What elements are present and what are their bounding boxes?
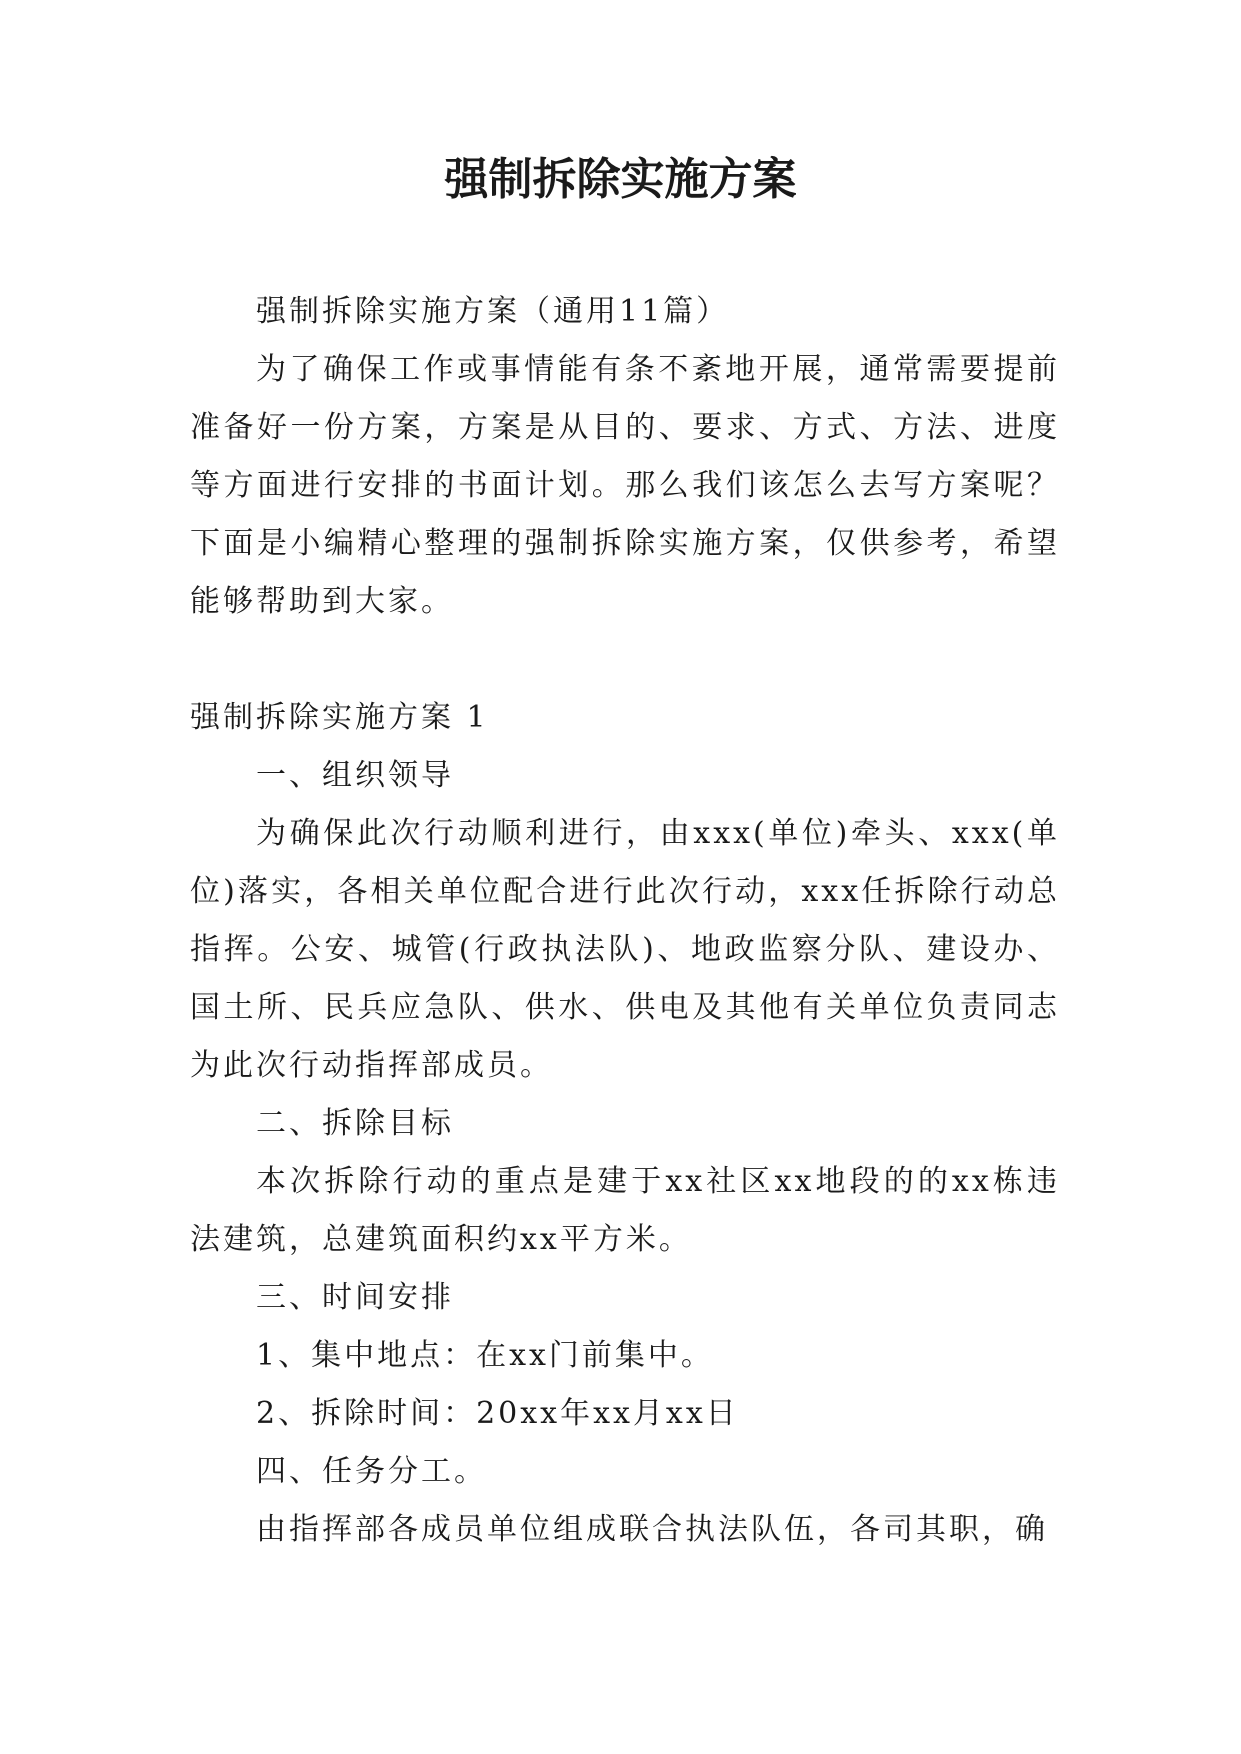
section-heading: 强制拆除实施方案 1 (190, 700, 489, 735)
target-paragraph: 本次拆除行动的重点是建于xx社区xx地段的的xx栋违法建筑，总建筑面积约xx平方米。 (190, 1164, 1060, 1257)
heading-schedule: 三、时间安排 (256, 1280, 454, 1315)
subtitle-paragraph: 强制拆除实施方案（通用11篇） (256, 294, 730, 329)
heading-tasks: 四、任务分工。 (256, 1454, 487, 1489)
intro-paragraph: 为了确保工作或事情能有条不紊地开展，通常需要提前准备好一份方案，方案是从目的、要求、方式、方法、进度等方面进行安排的书面计划。那么我们该怎么去写方案呢？下面是小编精心整理的强制拆除实施方案，仅供参考，希望能够帮助到大家。 (190, 352, 1060, 619)
organization-paragraph: 为确保此次行动顺利进行，由xxx(单位)牵头、xxx(单位)落实，各相关单位配合进行此次行动，xxx任拆除行动总指挥。公安、城管(行政执法队)、地政监察分队、建设办、国土所、民兵应急队、供水、供电及其他有关单位负责同志为此次行动指挥部成员。 (190, 816, 1060, 1083)
paragraph-gap (190, 631, 1060, 689)
schedule-item-2: 2、拆除时间：20xx年xx月xx日 (256, 1396, 739, 1431)
heading-organization: 一、组织领导 (256, 758, 454, 793)
heading-target: 二、拆除目标 (256, 1106, 454, 1141)
schedule-item-1: 1、集中地点：在xx门前集中。 (256, 1338, 714, 1373)
document-body (190, 283, 1060, 1559)
tasks-paragraph: 由指挥部各成员单位组成联合执法队伍，各司其职，确 (256, 1512, 1048, 1547)
document-title: 强制拆除实施方案 (444, 154, 797, 205)
